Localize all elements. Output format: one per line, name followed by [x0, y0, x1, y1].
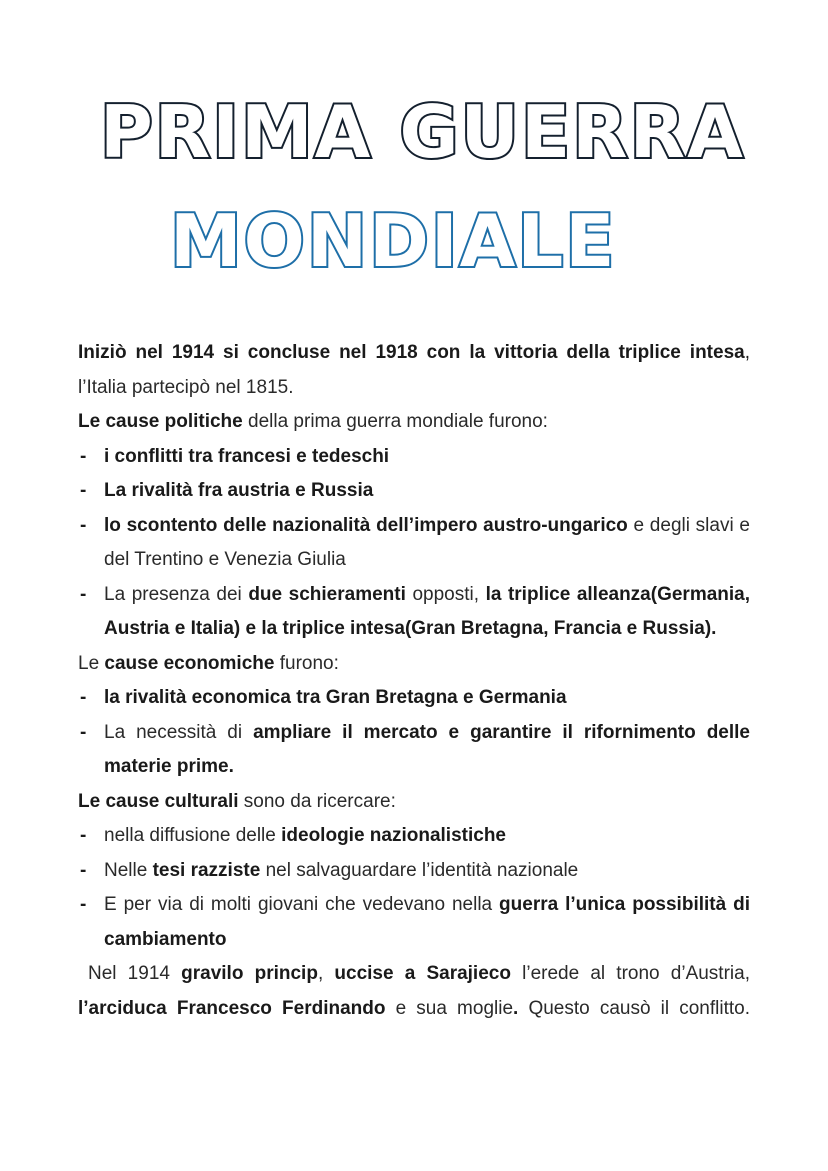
closing-part: , [317, 963, 335, 984]
list-item [78, 716, 750, 785]
cultural-heading-bold: Le cause culturali [78, 790, 239, 812]
item-part: due schieramenti [248, 583, 406, 605]
title-line-2: MONDIALE [170, 199, 617, 283]
closing-part: l’erede al trono d’Austria, [510, 963, 750, 984]
cultural-heading-tail: sono da ricercare: [238, 790, 396, 812]
cultural-list [78, 819, 750, 957]
item-part: opposti, [405, 583, 486, 605]
item-tail: e degli slavi e [627, 514, 750, 536]
item-part: nella diffusione delle [104, 825, 282, 846]
closing-part: gravilo princip [181, 963, 318, 984]
item-part: La presenza dei [104, 583, 249, 605]
list-item [78, 509, 750, 578]
intro-line-2: l’Italia partecipò nel 1815. [78, 376, 294, 398]
political-heading [78, 405, 750, 440]
list-item [78, 819, 750, 854]
political-list [78, 440, 750, 647]
item-part: nel salvaguardare l’identità nazionale [260, 859, 579, 881]
closing-line-1 [78, 957, 750, 992]
item-line2: cambiamento [104, 928, 227, 950]
closing-part: l’arciduca Francesco Ferdinando [78, 997, 386, 1019]
item-line2: materie prime. [104, 756, 234, 777]
economic-pre: Le [78, 652, 105, 674]
closing-part: Nel 1914 [88, 963, 182, 984]
cultural-heading [78, 785, 750, 820]
economic-list [78, 681, 750, 785]
item-bold: lo scontento delle nazionalità dell’impero austro-ungarico [104, 514, 628, 536]
closing-line-2 [78, 992, 750, 1027]
closing-part: . [513, 997, 519, 1019]
list-item [78, 578, 750, 647]
item-part: E per via di molti giovani che vedevano nella [104, 894, 500, 915]
item-part: la triplice alleanza(Germania, [485, 583, 751, 605]
economic-heading-bold: cause economiche [104, 652, 275, 674]
closing-part: Questo causò il conflitto. [518, 997, 750, 1019]
item-part: Nelle [104, 859, 153, 881]
item-part: ampliare il mercato e garantire il rifornimento delle [253, 721, 750, 743]
list-item: - la rivalità economica tra Gran Bretagna e Germania [78, 681, 750, 716]
item-part: guerra l’unica possibilità di [499, 894, 750, 915]
list-item: - i conflitti tra francesi e tedeschi [78, 440, 750, 475]
list-item: - La rivalità fra austria e Russia [78, 474, 750, 509]
item-part: tesi razziste [152, 859, 261, 881]
economic-heading [78, 647, 750, 682]
item-part: ideologie nazionalistiche [281, 825, 506, 846]
title-line-1: PRIMA GUERRA [100, 90, 745, 174]
political-heading-tail: della prima guerra mondiale furono: [242, 411, 548, 432]
closing-part: e sua moglie [385, 997, 514, 1019]
closing-part: uccise a Sarajieco [334, 963, 511, 984]
intro-bold: Iniziò nel 1914 si concluse nel 1918 con la vittoria della triplice intesa [78, 342, 745, 363]
intro-tail: , [744, 342, 750, 363]
item-line2: del Trentino e Venezia Giulia [104, 549, 346, 570]
list-item [78, 854, 750, 889]
list-item [78, 888, 750, 957]
item-part: La necessità di [104, 721, 254, 743]
economic-heading-tail: furono: [274, 652, 339, 674]
document-body [78, 336, 750, 1026]
item-line2: Austria e Italia) e la triplice intesa(Gran Bretagna, Francia e Russia). [104, 618, 717, 639]
political-heading-bold: Le cause politiche [78, 411, 243, 432]
intro-line-1 [78, 336, 750, 371]
